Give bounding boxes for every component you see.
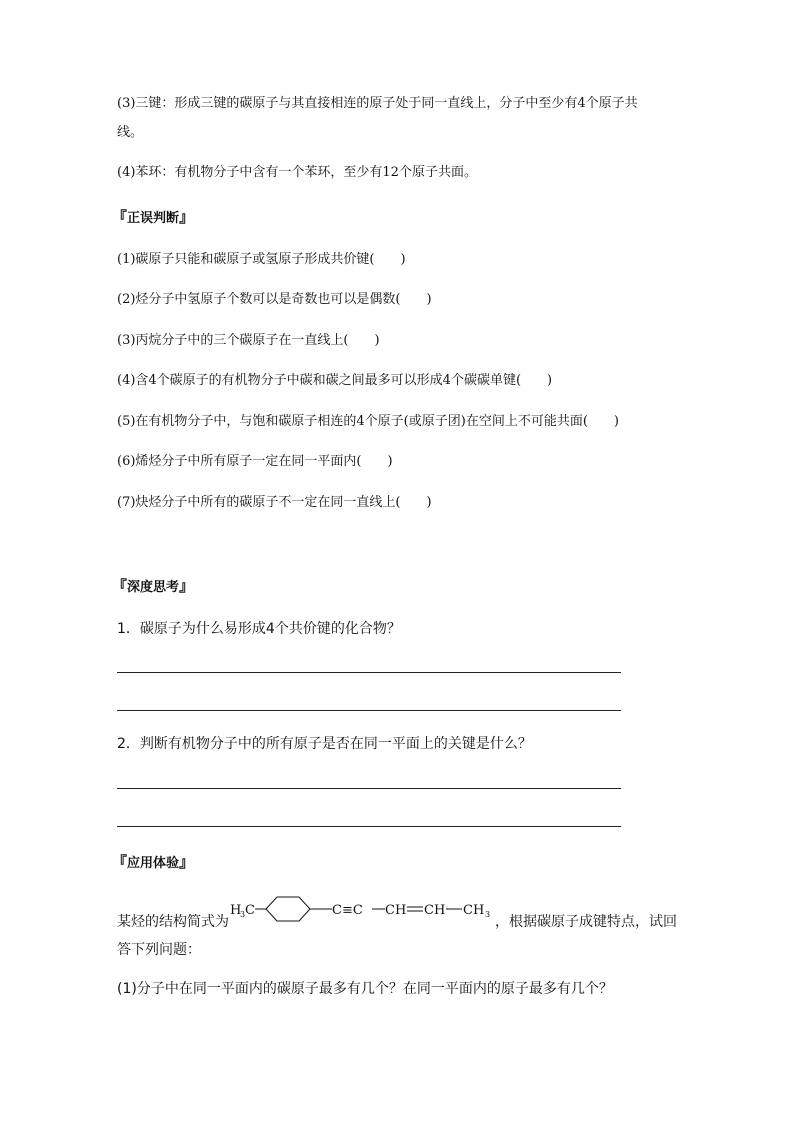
paren-close: ) [426,292,432,307]
judge-item-1 [117,250,406,270]
judge-item-7 [117,493,432,513]
think-question-2: 2．判断有机物分子中的所有原子是否在同一平面上的关键是什么？ [117,736,532,752]
judge-item-5 [117,412,619,432]
section-title-think [112,575,194,596]
judge-item-text: (2)烃分子中氢原子个数可以是奇数也可以是偶数( [117,292,401,307]
judge-item-text: (1)碳原子只能和碳原子或氢原子形成共价键( [117,252,375,267]
apply-text-before: 某烃的结构简式为 [117,914,229,930]
section-title-judge [112,206,194,227]
formula-sub: 3 [240,910,246,919]
paren-close: ) [374,333,380,348]
formula-ch: CH [385,903,407,918]
judge-item-text: (6)烯烃分子中所有原子一定在同一平面内( [117,454,362,469]
paren-close: ) [387,454,393,469]
judge-item-4 [117,371,552,391]
apply-question-1: (1)分子中在同一平面内的碳原子最多有几个？在同一平面内的原子最多有几个？ [117,981,613,997]
formula-triple: C≡C [332,903,363,918]
bracket-close: 』 [179,577,195,595]
answer-line[interactable] [117,788,621,789]
bracket-open: 『 [112,853,128,871]
judge-item-3 [117,331,380,351]
paren-close: ) [613,414,619,429]
answer-line[interactable] [117,710,621,711]
judge-item-6 [117,452,393,472]
bracket-open: 『 [112,208,128,226]
paren-close: ) [547,373,553,388]
section-title-apply [112,851,194,872]
judge-item-2 [117,290,432,310]
apply-text-after: ，根据碳原子成键特点，试回 [495,914,677,930]
paragraph-benzene: (4)苯环：有机物分子中含有一个苯环，至少有12个原子共面。 [117,165,477,180]
apply-text-line2: 答下列问题： [117,942,201,958]
paren-close: ) [400,252,406,267]
structural-formula [230,893,495,927]
judge-item-text: (7)炔烃分子中所有的碳原子不一定在同一直线上( [117,495,401,510]
section-title-text: 应用体验 [127,856,180,871]
formula-ch3: CH [463,903,485,918]
bracket-open: 『 [112,577,128,595]
formula-ch: CH [424,903,446,918]
judge-item-text: (3)丙烷分子中的三个碳原子在一直线上( [117,333,349,348]
formula-h: H [230,903,242,918]
think-question-1: 1．碳原子为什么易形成4个共价键的化合物？ [117,621,401,637]
judge-item-text: (4)含4个碳原子的有机物分子中碳和碳之间最多可以形成4个碳碳单键( [117,373,522,388]
answer-line[interactable] [117,826,621,827]
answer-line[interactable] [117,672,621,673]
formula-c: C [245,903,255,918]
paragraph-triple-bond-cont: 线。 [117,125,144,140]
judge-item-text: (5)在有机物分子中，与饱和碳原子相连的4个原子(或原子团)在空间上不可能共面( [117,414,588,429]
section-title-text: 正误判断 [127,211,180,226]
paren-close: ) [426,495,432,510]
benzene-ring-icon [266,897,310,921]
paragraph-triple-bond: (3)三键：形成三键的碳原子与其直接相连的原子处于同一直线上，分子中至少有4个原子共 [117,96,638,111]
section-title-text: 深度思考 [127,580,180,595]
bracket-close: 』 [179,208,195,226]
bracket-close: 』 [179,853,195,871]
formula-sub: 3 [485,910,491,919]
